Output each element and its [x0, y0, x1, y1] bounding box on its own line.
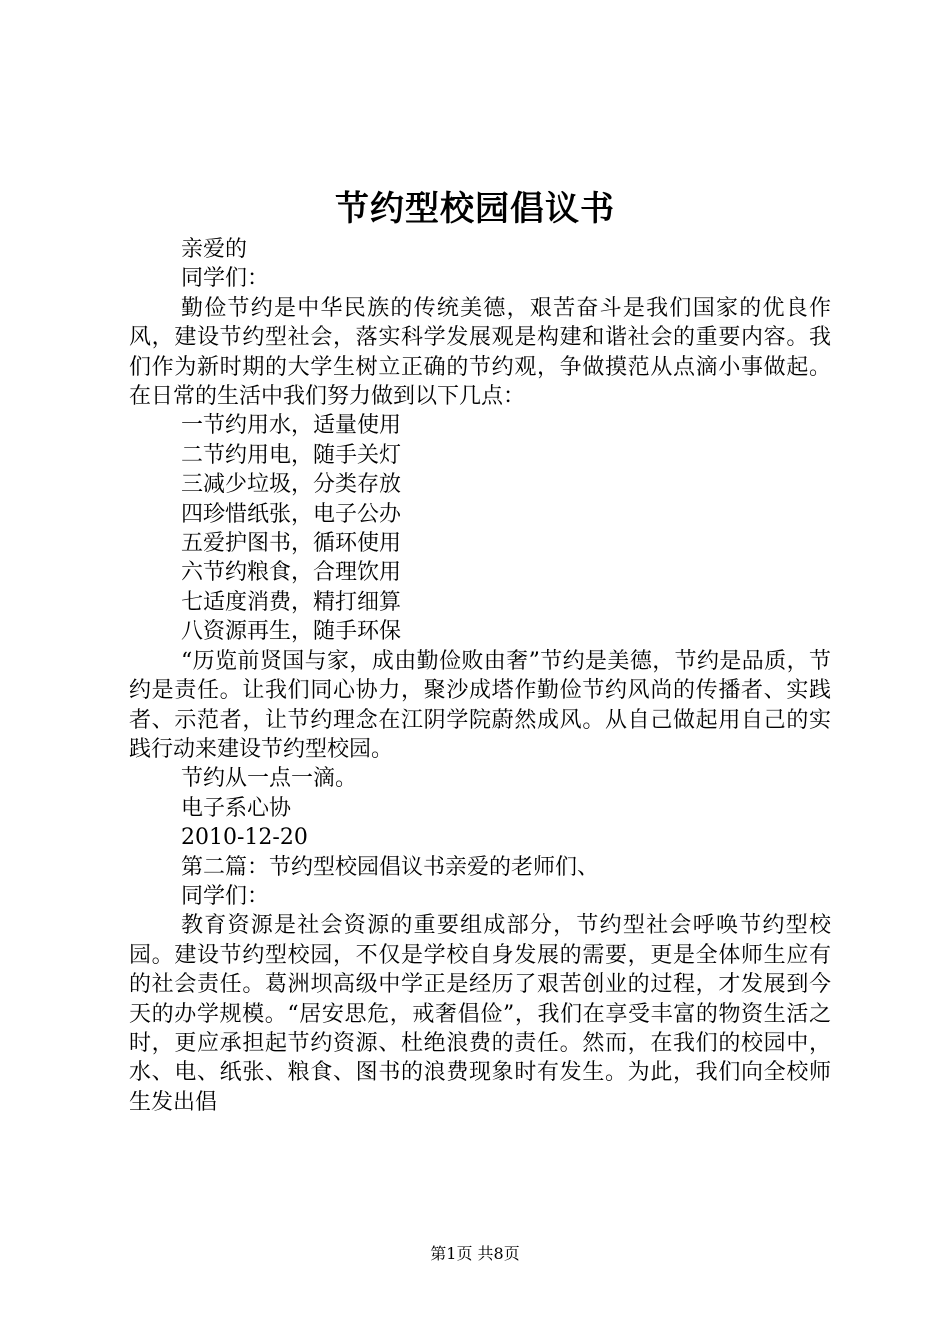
date-line: 2010-12-20 — [181, 825, 308, 851]
paragraph: 勤俭节约是中华民族的传统美德，艰苦奋斗是我们国家的优良作风，建设节约型社会，落实科学发展观是构建和谐社会的重要内容。我们作为新时期的大学生树立正确的节约观，争做摸范从点滴小事做起。在日常的生活中我们努力做到以下几点： — [129, 295, 831, 410]
salutation-line: 同学们： — [181, 883, 270, 909]
list-item: 二节约用电，随手关灯 — [181, 442, 402, 468]
document-body — [129, 235, 831, 1117]
list-item: 八资源再生，随手环保 — [181, 619, 402, 645]
page-title: 节约型校园倡议书 — [335, 189, 615, 229]
list-item: 五爱护图书，循环使用 — [181, 531, 402, 557]
list-item: 一节约用水，适量使用 — [181, 413, 402, 439]
list-item: 六节约粮食，合理饮用 — [181, 560, 402, 586]
paragraph: “历览前贤国与家，成由勤俭败由奢”节约是美德，节约是品质，节约是责任。让我们同心协力，聚沙成塔作勤俭节约风尚的传播者、实践者、示范者，让节约理念在江阴学院蔚然成风。从自己做起用自己的实践行动来建设节约型校园。 — [129, 648, 831, 762]
closing-line: 节约从一点一滴。 — [181, 766, 358, 792]
paragraph: 教育资源是社会资源的重要组成部分，节约型社会呼唤节约型校园。建设节约型校园，不仅是学校自身发展的需要，更是全体师生应有的社会责任。葛洲坝高级中学正是经历了艰苦创业的过程，才发展到今天的办学规模。“居安思危，戒奢倡俭”，我们在享受丰富的物资生活之时，更应承担起节约资源、杜绝浪费的责任。然而，在我们的校园中，水、电、纸张、粮食、图书的浪费现象时有发生。为此，我们向全校师生发出倡 — [129, 913, 831, 1115]
list-item: 四珍惜纸张，电子公办 — [181, 501, 402, 527]
salutation-line: 同学们： — [181, 266, 270, 292]
section-heading: 第二篇：节约型校园倡议书亲爱的老师们、 — [181, 854, 600, 880]
salutation-line: 亲爱的 — [181, 237, 248, 262]
list-item: 三减少垃圾，分类存放 — [181, 472, 402, 498]
list-item: 七适度消费，精打细算 — [181, 589, 402, 615]
signature-line: 电子系心协 — [181, 795, 292, 821]
page-footer: 第1页 共8页 — [430, 1244, 520, 1263]
